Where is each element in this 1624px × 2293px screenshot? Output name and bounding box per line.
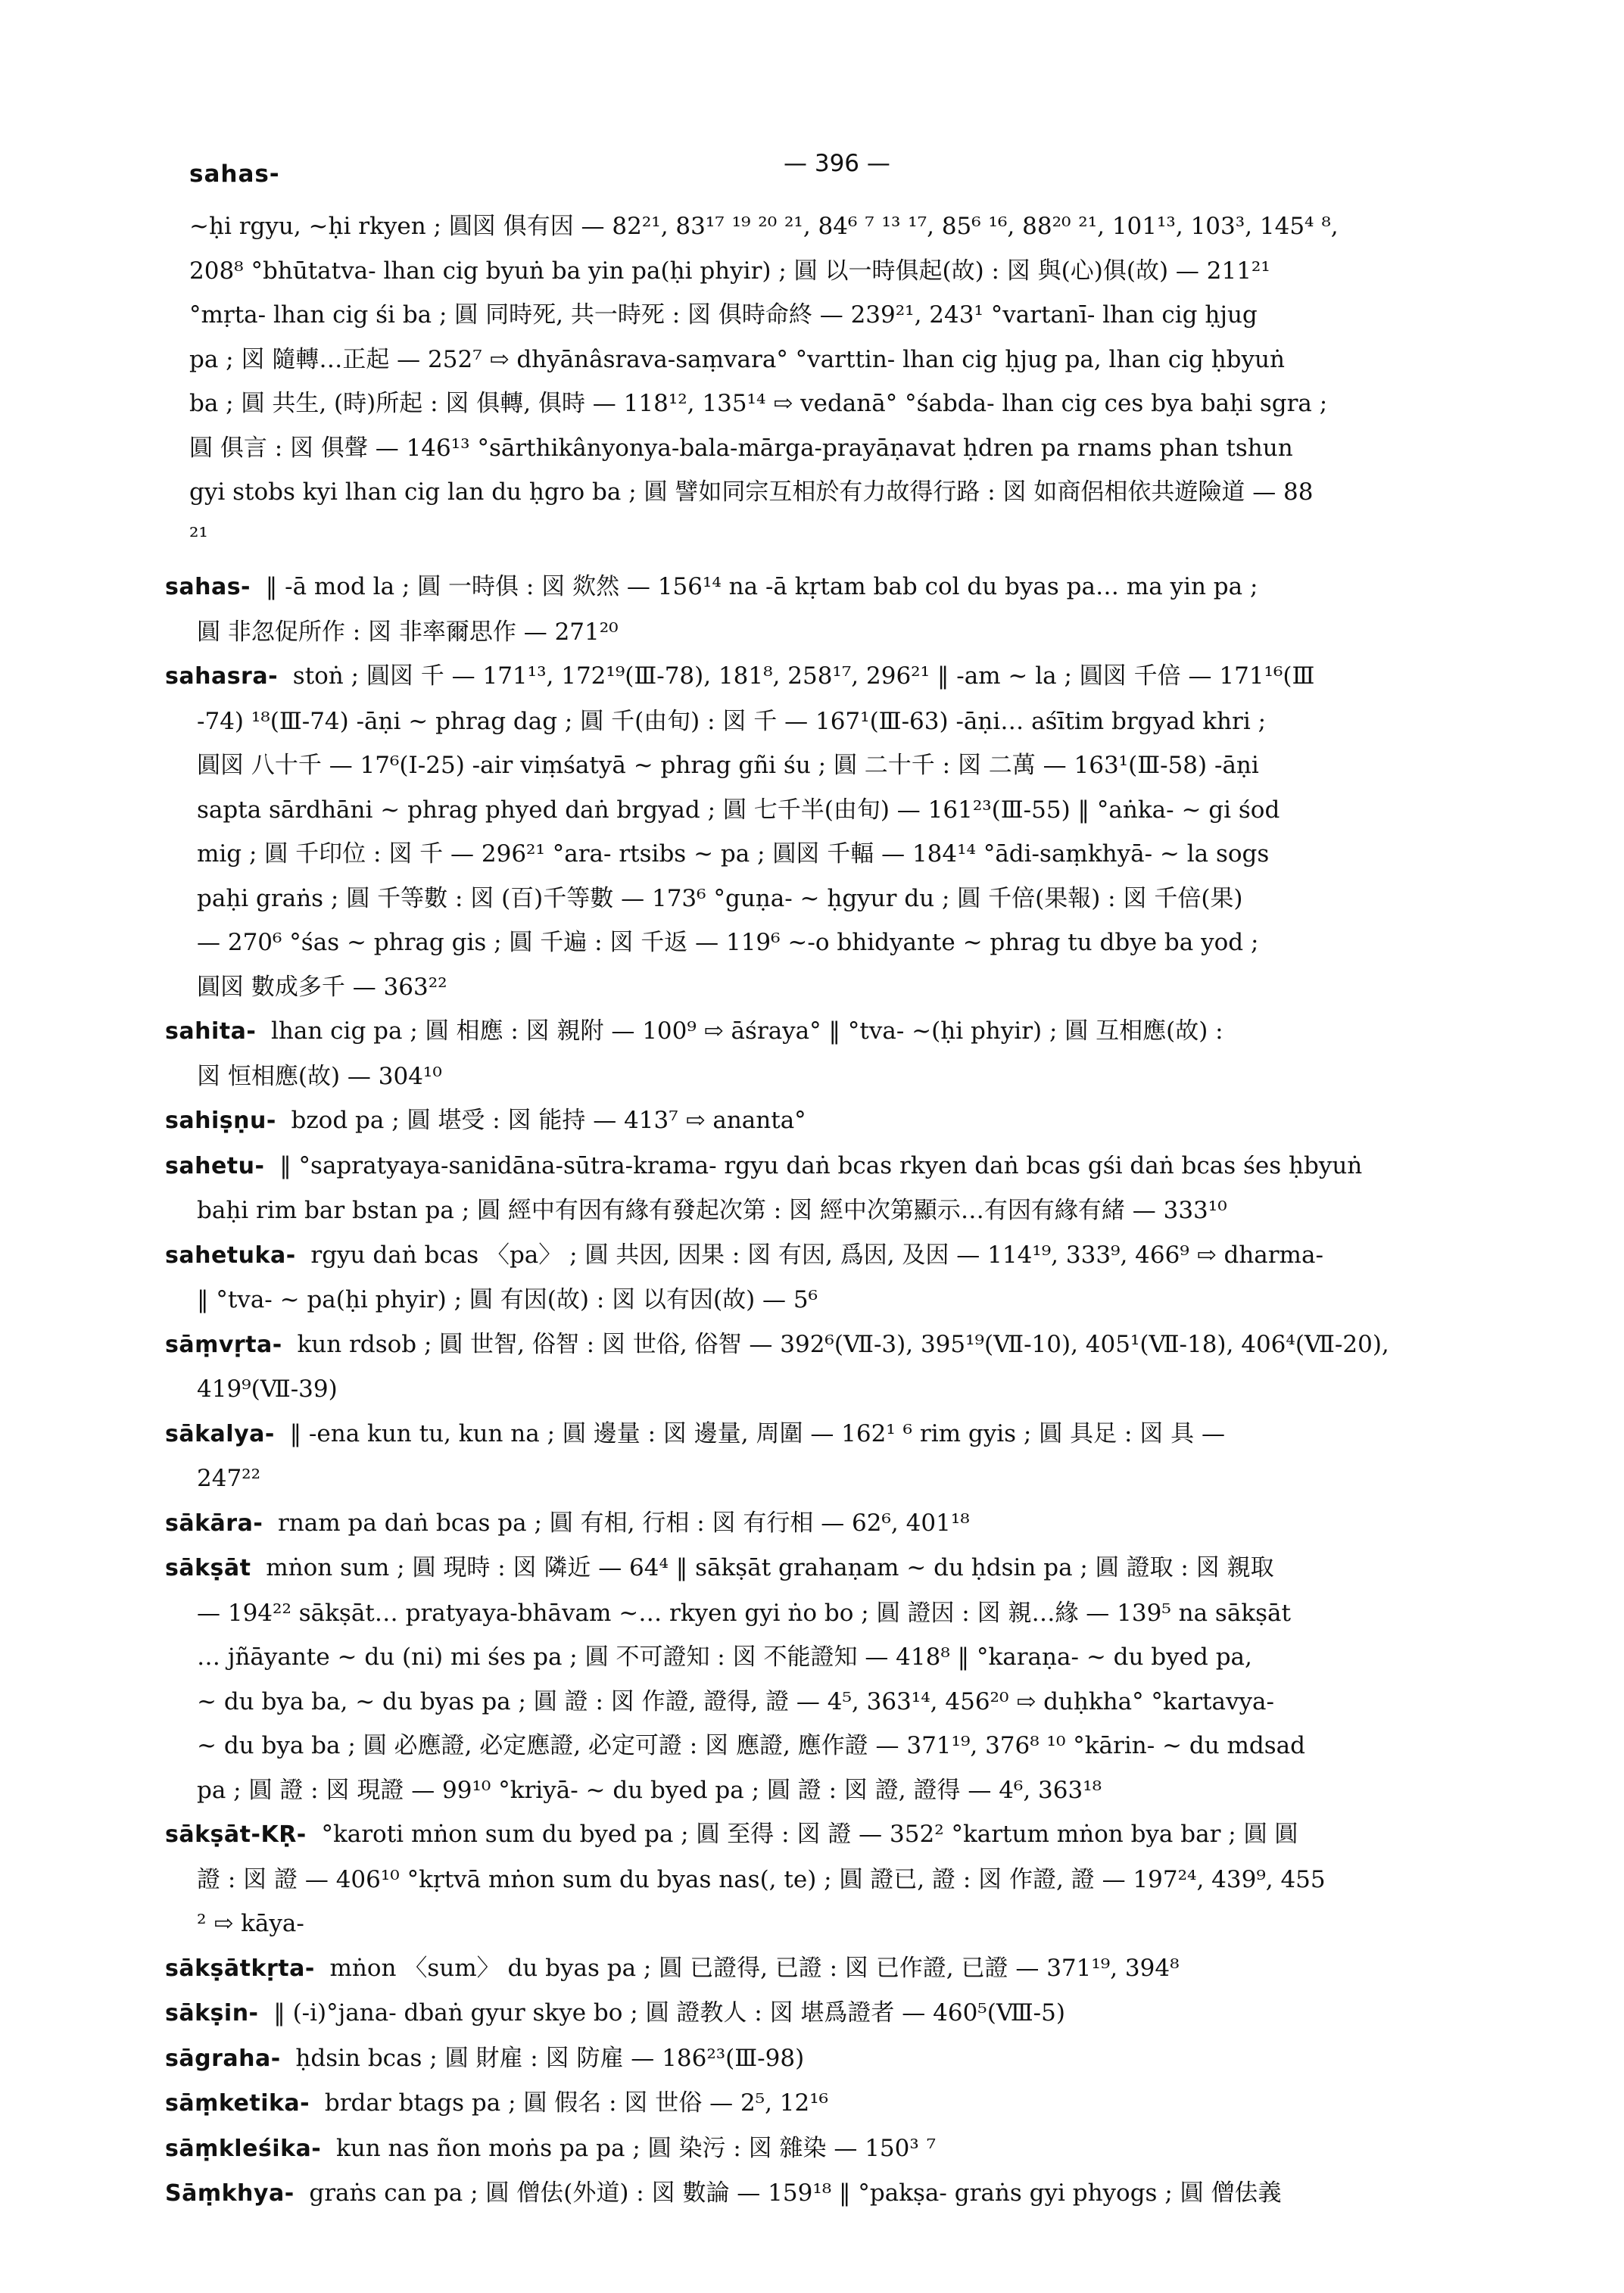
- page-number: — 396 —: [784, 150, 890, 177]
- entry-sahetu: [165, 1144, 1505, 1233]
- entry-sagraha: [165, 2036, 1505, 2082]
- entry-saksat: [165, 1546, 1505, 1812]
- entry-sakara: [165, 1501, 1505, 1547]
- entry-line: 圓 非忽促所作 : 図 非率爾思作 — 271²⁰: [197, 618, 619, 646]
- entry-first-line: [165, 1144, 1505, 1189]
- entry-samvrta: [165, 1323, 1505, 1412]
- entry-text: ‖ -ena kun tu, kun na ; 圓 邊量 : 図 邊量, 周圍 — 162¹ ⁶ rim gyis ; 圓 具足 : 図 具 —: [289, 1419, 1225, 1447]
- running-head: sahas-: [189, 160, 280, 188]
- entry-line: — 194²² sākṣāt… pratyaya-bhāvam ~… rkyen gyi ṅo bo ; 圓 證因 : 図 親…緣 — 139⁵ na sākṣāt: [197, 1599, 1291, 1627]
- entry-line: ~ du bya ba ; 圓 必應證, 必定應證, 必定可證 : 図 應證, 應作證 — 371¹⁹, 376⁸ ¹⁰ °kārin- ~ du mdsad: [197, 1732, 1306, 1759]
- entry-first-line: [165, 2126, 1505, 2172]
- entry-samketika: [165, 2081, 1505, 2126]
- headword: sahasra-: [165, 663, 279, 690]
- headword: sahas-: [165, 574, 251, 600]
- entry-line: 圓図 八十千 — 17⁶(Ⅰ-25) -air viṃśatyā ~ phrag gñi śu ; 圓 二十千 : 図 二萬 — 163¹(Ⅲ-58) -āṇi: [197, 752, 1259, 779]
- entry-line: 證 : 図 證 — 406¹⁰ °kṛtvā mṅon sum du byas nas(, te) ; 圓 證已, 證 : 図 作證, 證 — 197²⁴, 439⁹, 455: [197, 1865, 1326, 1893]
- entry-saksin: [165, 1991, 1505, 2036]
- entry-first-line: [165, 1323, 1505, 1368]
- entry-line: ² ⇨ kāya-: [197, 1910, 304, 1937]
- entry-text: graṅs can pa ; 圓 僧佉(外道) : 図 數論 — 159¹⁸ ‖ °pakṣa- graṅs gyi phyogs ; 圓 僧佉義: [309, 2179, 1282, 2207]
- entry-sakalya: [165, 1412, 1505, 1501]
- entry-text: ‖ -ā mod la ; 圓 一時俱 : 図 欻然 — 156¹⁴ na -ā kṛtam bab col du byas pa… ma yin pa ;: [265, 573, 1258, 600]
- entry-line: ba ; 圓 共生, (時)所起 : 図 俱轉, 俱時 — 118¹², 135¹⁴ ⇨ vedanā° °śabda- lhan cig ces bya baḥi sgra ;: [189, 390, 1328, 417]
- entry-line: gyi stobs kyi lhan cig lan du ḥgro ba ; 圓 譬如同宗互相於有力故得行路 : 図 如商侶相依共遊險道 — 88: [189, 478, 1314, 506]
- headword: sāṃvṛta-: [165, 1331, 282, 1358]
- entry-first-line: [165, 1098, 1505, 1144]
- entry-line: — 270⁶ °śas ~ phrag gis ; 圓 千遍 : 図 千返 — 119⁶ ~-o bhidyante ~ phrag tu dbye ba yod ;: [197, 929, 1259, 956]
- dictionary-entries: [165, 204, 1505, 2217]
- entry-text: kun nas ñon moṅs pa pa ; 圓 染污 : 図 雜染 — 150³ ⁷: [335, 2134, 937, 2162]
- entry-samkhya: [165, 2171, 1505, 2217]
- entry-first-line: [165, 654, 1505, 699]
- entry-text: rgyu daṅ bcas 〈pa〉 ; 圓 共因, 因果 : 図 有因, 爲因, 及因 — 114¹⁹, 333⁹, 466⁹ ⇨ dharma-: [310, 1241, 1323, 1269]
- entry-sahas: [165, 565, 1505, 654]
- entry-line: pa ; 圓 證 : 図 現證 — 99¹⁰ °kriyā- ~ du byed pa ; 圓 證 : 図 證, 證得 — 4⁶, 363¹⁸: [197, 1776, 1102, 1804]
- entry-line: ~ du bya ba, ~ du byas pa ; 圓 證 : 図 作證, 證得, 證 — 4⁵, 363¹⁴, 456²⁰ ⇨ duḥkha° °kartavya-: [197, 1687, 1274, 1715]
- entry-line: -74) ¹⁸(Ⅲ-74) -āṇi ~ phrag dag ; 圓 千(由旬) : 図 千 — 167¹(Ⅲ-63) -āṇi… aśītim brgyad khri ;: [197, 707, 1267, 735]
- entry-line: ‖ °tva- ~ pa(ḥi phyir) ; 圓 有因(故) : 図 以有因(故) — 5⁶: [197, 1286, 818, 1313]
- entry-text: mṅon 〈sum〉 du byas pa ; 圓 已證得, 已證 : 図 已作證, 已證 — 371¹⁹, 394⁸: [329, 1954, 1180, 1982]
- entry-saksat-kr: [165, 1812, 1505, 1946]
- entry-text: ḥdsin bcas ; 圓 財雇 : 図 防雇 — 186²³(Ⅲ-98): [295, 2044, 805, 2072]
- headword: sākāra-: [165, 1509, 263, 1537]
- entry-text: °karoti mṅon sum du byed pa ; 圓 至得 : 図 證 — 352² °kartum mṅon bya bar ; 圓 圓: [321, 1821, 1298, 1848]
- entry-first-line: [165, 2036, 1505, 2082]
- entry-first-line: [165, 1501, 1505, 1547]
- entry-text: ‖ °sapratyaya-sanidāna-sūtra-krama- rgyu daṅ bcas rkyen daṅ bcas gśi daṅ bcas śes ḥbyuṅ: [279, 1151, 1363, 1179]
- entry-saksatkrta: [165, 1946, 1505, 1992]
- entry-sahisnu: [165, 1098, 1505, 1144]
- entry-first-line: [165, 1412, 1505, 1457]
- entry-first-line: [165, 1991, 1505, 2036]
- entry-text: stoṅ ; 圓図 千 — 171¹³, 172¹⁹(Ⅲ-78), 181⁸, 258¹⁷, 296²¹ ‖ -am ~ la ; 圓図 千倍 — 171¹⁶(Ⅲ: [292, 662, 1315, 690]
- entry-text: brdar btags pa ; 圓 假名 : 図 世俗 — 2⁵, 12¹⁶: [324, 2089, 829, 2117]
- entry-line: ~ḥi rgyu, ~ḥi rkyen ; 圓図 俱有因 — 82²¹, 83¹⁷ ¹⁹ ²⁰ ²¹, 84⁶ ⁷ ¹³ ¹⁷, 85⁶ ¹⁶, 88²⁰ ²¹, 101¹³, 103³, 145⁴ ⁸,: [189, 213, 1339, 240]
- entry-sahita: [165, 1009, 1505, 1098]
- entry-first-line: [165, 2081, 1505, 2126]
- headword: sāṃketika-: [165, 2090, 310, 2117]
- entry-text: bzod pa ; 圓 堪受 : 図 能持 — 413⁷ ⇨ ananta°: [291, 1107, 806, 1134]
- entry-sahas-continuation: [165, 204, 1505, 559]
- entry-line: 圓図 數成多千 — 363²²: [197, 973, 447, 1001]
- headword: sahetu-: [165, 1152, 265, 1179]
- headword: sāgraha-: [165, 2045, 281, 2072]
- entry-line: baḥi rim bar bstan pa ; 圓 經中有因有緣有發起次第 : 図 經中次第顯示…有因有緣有緒 — 333¹⁰: [197, 1197, 1227, 1224]
- headword: Sāṃkhya-: [165, 2180, 295, 2207]
- entry-samklesika: [165, 2126, 1505, 2172]
- headword: sahetuka-: [165, 1242, 296, 1269]
- headword: sahiṣṇu-: [165, 1108, 276, 1134]
- entry-text: ‖ (-i)°jana- dbaṅ gyur skye bo ; 圓 證教人 : 図 堪爲證者 — 460⁵(Ⅷ-5): [273, 1999, 1065, 2027]
- entry-first-line: [165, 1546, 1505, 1591]
- entry-first-line: [165, 1946, 1505, 1992]
- headword: sākṣātkṛta-: [165, 1955, 315, 1982]
- entry-line: mig ; 圓 千印位 : 図 千 — 296²¹ °ara- rtsibs ~ pa ; 圓図 千輻 — 184¹⁴ °ādi-saṃkhyā- ~ la sogs: [197, 840, 1270, 868]
- entry-first-line: [165, 565, 1505, 610]
- headword: sākṣāt-KṚ-: [165, 1821, 307, 1848]
- entry-first-line: [165, 2171, 1505, 2217]
- entry-line: 247²²: [197, 1465, 261, 1492]
- entry-text: lhan cig pa ; 圓 相應 : 図 親附 — 100⁹ ⇨ āśraya° ‖ °tva- ~(ḥi phyir) ; 圓 互相應(故) :: [271, 1017, 1223, 1045]
- headword: sākṣin-: [165, 2000, 259, 2027]
- entry-first-line: [165, 1233, 1505, 1279]
- entry-sahetuka: [165, 1233, 1505, 1323]
- entry-line: pa ; 図 隨轉…正起 — 252⁷ ⇨ dhyānâsrava-saṃvara° °varttin- lhan cig ḥjug pa, lhan cig ḥbyuṅ: [189, 345, 1285, 373]
- entry-first-line: [165, 1009, 1505, 1055]
- entry-line: 419⁹(Ⅶ-39): [197, 1375, 338, 1403]
- entry-text: mṅon sum ; 圓 現時 : 図 隣近 — 64⁴ ‖ sākṣāt grahaṇam ~ du ḥdsin pa ; 圓 證取 : 図 親取: [266, 1554, 1274, 1581]
- headword: sahita-: [165, 1018, 257, 1045]
- entry-line: °mṛta- lhan cig śi ba ; 圓 同時死, 共一時死 : 図 俱時命終 — 239²¹, 243¹ °vartanī- lhan cig ḥjug: [189, 301, 1258, 329]
- entry-line: ²¹: [189, 522, 208, 550]
- entry-text: kun rdsob ; 圓 世智, 俗智 : 図 世俗, 俗智 — 392⁶(Ⅶ-3), 395¹⁹(Ⅶ-10), 405¹(Ⅶ-18), 406⁴(Ⅶ-20),: [297, 1330, 1389, 1358]
- entry-text: rnam pa daṅ bcas pa ; 圓 有相, 行相 : 図 有行相 — 62⁶, 401¹⁸: [278, 1509, 970, 1537]
- headword: sākalya-: [165, 1420, 275, 1447]
- entry-line: 図 恒相應(故) — 304¹⁰: [197, 1062, 442, 1090]
- entry-line: sapta sārdhāni ~ phrag phyed daṅ brgyad ; 圓 七千半(由旬) — 161²³(Ⅲ-55) ‖ °aṅka- ~ gi śod: [197, 796, 1280, 824]
- entry-line: paḥi graṅs ; 圓 千等數 : 図 (百)千等數 — 173⁶ °guṇa- ~ ḥgyur du ; 圓 千倍(果報) : 図 千倍(果): [197, 884, 1243, 912]
- headword: sāṃkleśika-: [165, 2135, 322, 2162]
- entry-sahasra: [165, 654, 1505, 1009]
- entry-line: 圓 俱言 : 図 俱聲 — 146¹³ °sārthikânyonya-bala-mārga-prayāṇavat ḥdren pa rnams phan tshun: [189, 434, 1293, 462]
- entry-line: … jñāyante ~ du (ni) mi śes pa ; 圓 不可證知 : 図 不能證知 — 418⁸ ‖ °karaṇa- ~ du byed pa,: [197, 1643, 1252, 1671]
- headword: sākṣāt: [165, 1555, 251, 1581]
- entry-line: 208⁸ °bhūtatva- lhan cig byuṅ ba yin pa(ḥi phyir) ; 圓 以一時俱起(故) : 図 與(心)俱(故) — 211²¹: [189, 257, 1270, 285]
- entry-first-line: [165, 1812, 1505, 1858]
